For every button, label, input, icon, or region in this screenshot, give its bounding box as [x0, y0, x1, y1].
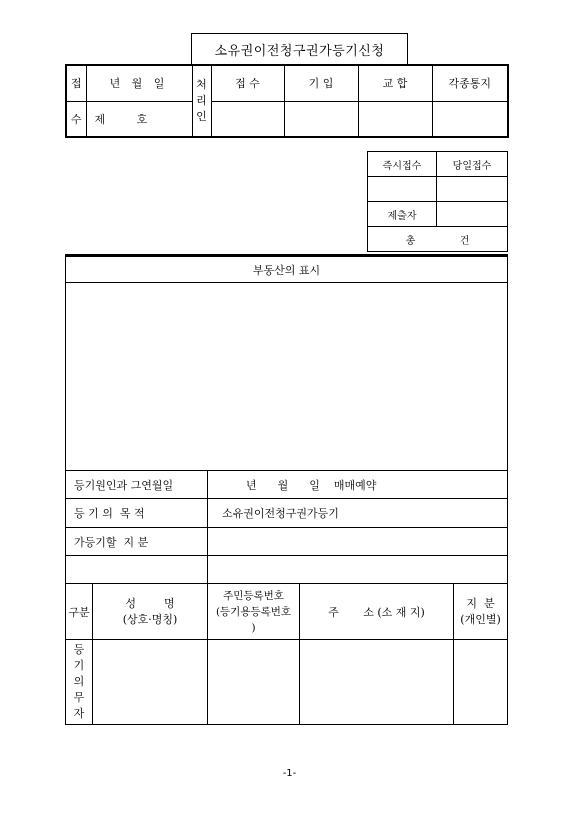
- share-label: 가등기할 지 분: [66, 528, 208, 556]
- page-number: -1-: [282, 768, 297, 779]
- cell-reception[interactable]: [211, 101, 284, 137]
- cell-notice[interactable]: [432, 101, 508, 137]
- purpose-value[interactable]: 소유권이전청구권가등기: [208, 499, 508, 528]
- submitter-label: 제출자: [368, 202, 437, 227]
- purpose-label: 등 기 의 목 적: [66, 499, 208, 528]
- share-value[interactable]: [208, 528, 508, 556]
- cell-check[interactable]: [358, 101, 432, 137]
- property-header: 부동산의 표시: [66, 256, 508, 283]
- parties-col-address: 주 소 (소 재 지): [300, 584, 454, 640]
- cause-label: 등기원인과 그연월일: [66, 471, 208, 499]
- reception-label-top: 접: [66, 65, 86, 101]
- blank-value[interactable]: [208, 556, 508, 584]
- sameday-receipt-cell[interactable]: [437, 177, 508, 202]
- obligor-label: 등 기 의 무 자: [66, 640, 93, 725]
- col-entry: 기 입: [284, 65, 358, 101]
- reception-table: [65, 64, 509, 138]
- parties-col-id: 주민등록번호 (등기용등록번호 ): [208, 584, 300, 640]
- obligor-address-cell[interactable]: [300, 640, 454, 725]
- obligor-id-cell[interactable]: [208, 640, 300, 725]
- property-description-area[interactable]: [66, 283, 508, 471]
- cause-value[interactable]: 년 월 일 매매예약: [208, 471, 508, 499]
- total-count: 총 건: [368, 227, 508, 252]
- cell-entry[interactable]: [284, 101, 358, 137]
- parties-col-share: 지 분 (개인별): [454, 584, 508, 640]
- document-title: 소유권이전청구권가등기신청: [191, 33, 408, 65]
- immediate-receipt-cell[interactable]: [368, 177, 437, 202]
- blank-label: [66, 556, 208, 584]
- submission-table: [367, 151, 508, 252]
- sameday-receipt-label: 당일접수: [437, 152, 508, 177]
- main-table: [65, 254, 508, 725]
- submitter-cell[interactable]: [437, 202, 508, 227]
- parties-col-type: 구분: [66, 584, 93, 640]
- obligor-name-cell[interactable]: [93, 640, 208, 725]
- obligor-share-cell[interactable]: [454, 640, 508, 725]
- immediate-receipt-label: 즉시접수: [368, 152, 437, 177]
- reception-date[interactable]: 년 월 일: [86, 65, 192, 101]
- parties-col-name: 성 명 (상호·명칭): [93, 584, 208, 640]
- col-check: 교 합: [358, 65, 432, 101]
- col-reception: 접 수: [211, 65, 284, 101]
- handler-label: 처 리 인: [192, 65, 211, 137]
- reception-number[interactable]: 제 호: [86, 101, 192, 137]
- reception-label-bottom: 수: [66, 101, 86, 137]
- col-notice: 각종통지: [432, 65, 508, 101]
